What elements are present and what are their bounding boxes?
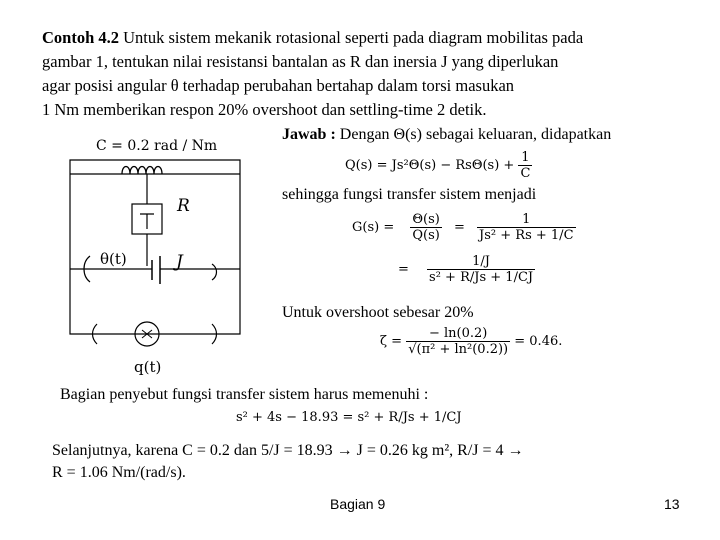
answer-label: Jawab : (282, 126, 336, 143)
transfer-function-eq-2: = $\frac{1/J}{\text{s² + R/Js + 1/CJ}}$ (398, 254, 534, 285)
problem-statement (42, 26, 682, 122)
theta-label: θ(t) (100, 250, 127, 268)
damper-piston (140, 214, 154, 229)
footer-section: Bagian 9 (330, 496, 386, 512)
problem-line-1: Untuk sistem mekanik rotasional seperti pada diagram mobilitas pada (119, 28, 584, 47)
rotation-arrow-icon (212, 264, 217, 280)
characteristic-equation: s² + 4s − 18.93 = s² + R/Js + 1/CJ (236, 410, 462, 425)
conclusion-line-1: Selanjutnya, karena C = 0.2 dan 5/J = 18.93 → J = 0.26 kg m², R/J = 4 → (52, 442, 524, 459)
inertia-label: J (176, 252, 183, 272)
transfer-intro: sehingga fungsi transfer sistem menjadi (282, 186, 537, 203)
equation-torque-fraction: $\frac{1}{C}$ (520, 150, 531, 181)
conclusion (52, 440, 524, 484)
source-label: q(t) (134, 358, 162, 376)
inertia-icon (152, 256, 160, 284)
problem-line-3: agar posisi angular θ terhadap perubahan bertahap dalam torsi masukan (42, 76, 515, 95)
equation-torque-lhs: Q(s) = Js²Θ(s) − RsΘ(s) + (345, 158, 515, 173)
mobility-diagram (62, 134, 262, 382)
equation-torque (345, 150, 532, 181)
conclusion-line-2: R = 1.06 Nm/(rad/s). (52, 464, 186, 481)
spring-icon (122, 167, 162, 175)
transfer-function-eq-1: G(s) = $\frac{\Theta(s)}{Q(s)}$ = $\frac{1}{\text{Js² + Rs + 1/C}}$ (352, 212, 574, 243)
frame-lines (70, 160, 240, 334)
zeta-equation: ζ = $\frac{- \ln(0.2)}{\text{√(π² + ln²(0.2))}}$ = 0.46. (380, 326, 563, 357)
spring-label: C = 0.2 rad / Nm (96, 138, 218, 154)
problem-line-2: gambar 1, tentukan nilai resistansi bantalan as R dan inersia J yang diperlukan (42, 52, 559, 71)
example-title: Contoh 4.2 (42, 28, 120, 47)
denominator-intro: Bagian penyebut fungsi transfer sistem harus memenuhi : (60, 386, 429, 403)
overshoot-intro: Untuk overshoot sebesar 20% (282, 304, 474, 321)
problem-line-4: 1 Nm memberikan respon 20% overshoot dan settling-time 2 detik. (42, 100, 487, 119)
damper-label: R (177, 196, 190, 216)
page-number: 13 (664, 496, 680, 512)
answer-text: Dengan Θ(s) sebagai keluaran, didapatkan (335, 126, 612, 143)
answer-intro (282, 126, 611, 144)
mobility-diagram-drawing (62, 134, 262, 382)
